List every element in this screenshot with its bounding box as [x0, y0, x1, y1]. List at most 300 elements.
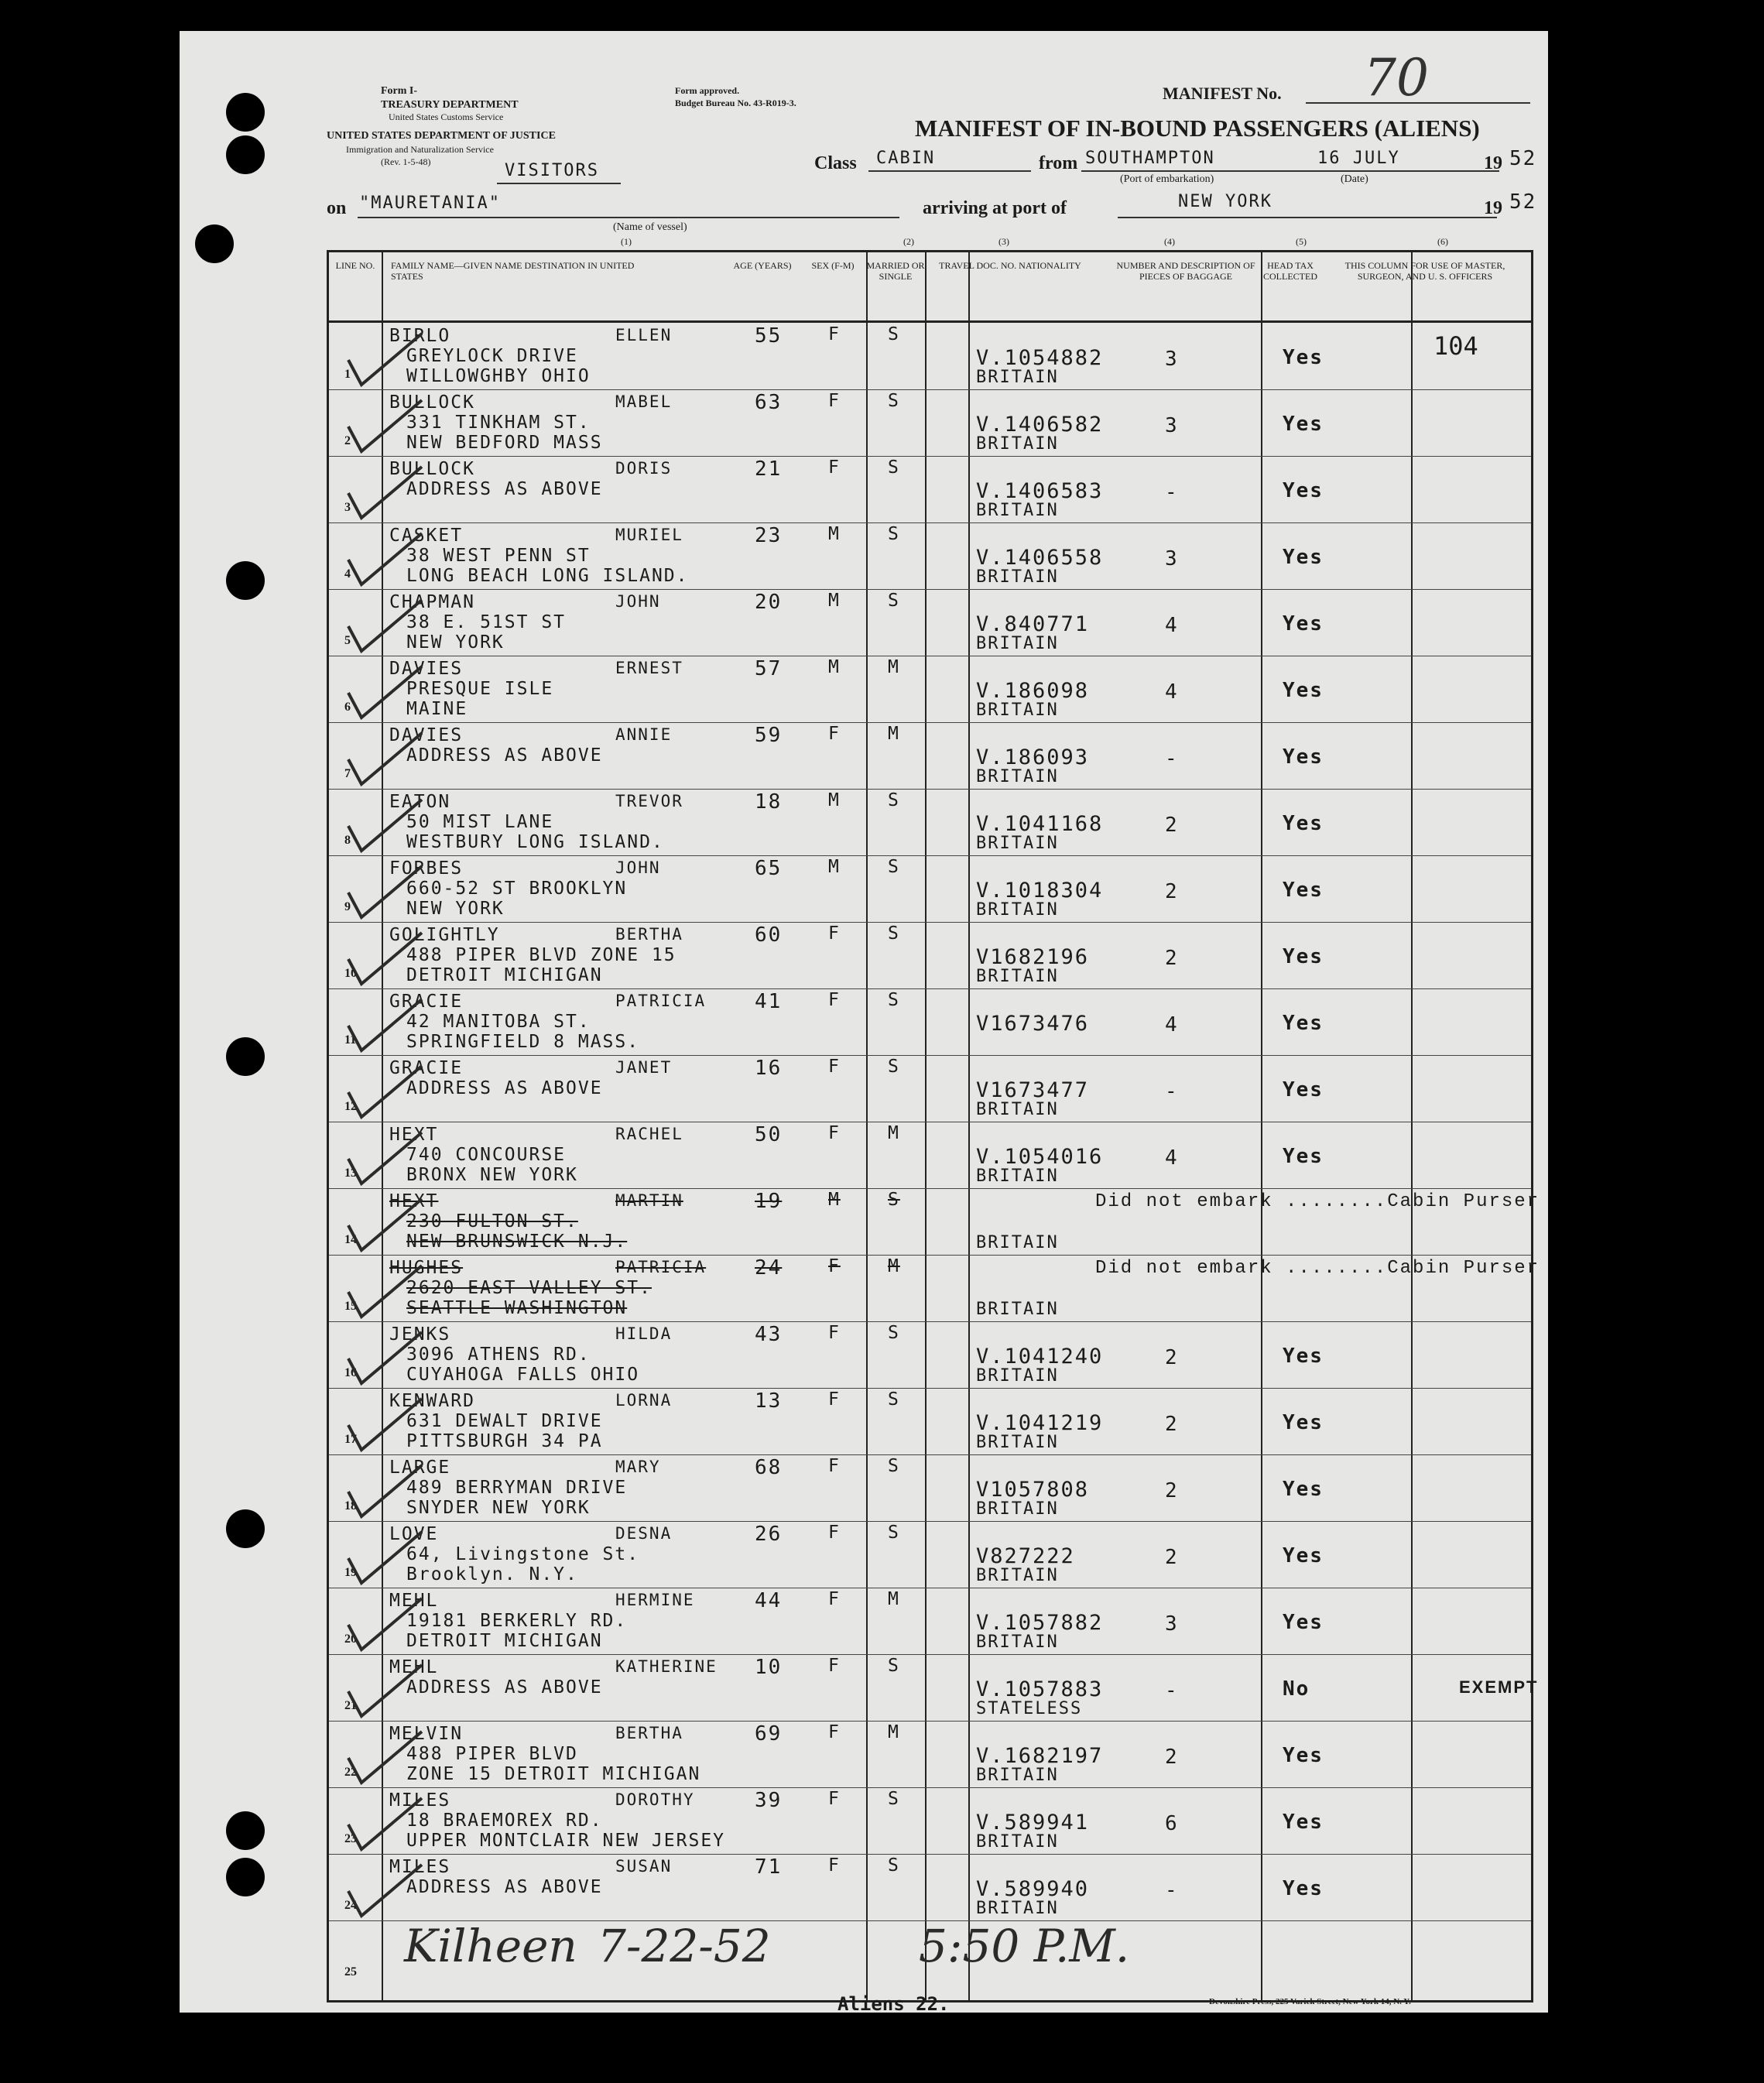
address-line-2: MAINE: [406, 699, 468, 719]
sex: F: [828, 1456, 841, 1476]
family-name: BIRLO: [389, 326, 451, 346]
baggage-count: 3: [1165, 348, 1179, 371]
head-tax: Yes: [1283, 1877, 1324, 1900]
table-row: [329, 456, 1531, 522]
travel-document-number: V.1041240: [976, 1345, 1104, 1369]
col-header-travel-doc: TRAVEL DOC. NO. NATIONALITY: [939, 260, 1081, 271]
marital-status: M: [888, 1123, 900, 1143]
age: 44: [755, 1589, 783, 1612]
marital-status: S: [888, 923, 900, 944]
check-mark-icon: [344, 1461, 430, 1523]
address-line-1: 42 MANITOBA ST.: [406, 1012, 591, 1032]
nationality: BRITAIN: [976, 1167, 1059, 1186]
sex: F: [828, 1389, 841, 1410]
nationality: BRITAIN: [976, 900, 1059, 920]
address-line-1: 631 DEWALT DRIVE: [406, 1411, 603, 1431]
line-number: 9: [344, 900, 351, 913]
check-mark-icon: [344, 995, 430, 1057]
baggage-count: 4: [1165, 1013, 1179, 1036]
sex: F: [828, 1256, 841, 1276]
travel-document-number: V.1406583: [976, 479, 1104, 503]
marital-status: M: [888, 1722, 900, 1742]
given-name: HILDA: [615, 1324, 673, 1343]
travel-document-number: V827222: [976, 1544, 1075, 1568]
nationality: BRITAIN: [976, 1100, 1059, 1119]
travel-document-number: V.1057882: [976, 1611, 1104, 1635]
nationality: BRITAIN: [976, 834, 1059, 853]
family-name: MELVIN: [389, 1724, 464, 1744]
col-number-1: (1): [621, 236, 632, 247]
travel-document-number: V1673476: [976, 1012, 1090, 1036]
address-line-2: SNYDER NEW YORK: [406, 1498, 591, 1518]
given-name: BERTHA: [615, 1724, 683, 1742]
age: 19: [755, 1190, 783, 1213]
did-not-embark-note: Did not embark ........Cabin Purser: [1095, 1258, 1540, 1279]
sex: F: [828, 923, 841, 944]
line-number: 14: [344, 1233, 357, 1246]
manifest-number: 70: [1364, 48, 1429, 108]
given-name: TREVOR: [615, 792, 683, 810]
sex: F: [828, 1656, 841, 1676]
address-line-2: LONG BEACH LONG ISLAND.: [406, 566, 689, 586]
head-tax: Yes: [1283, 1411, 1324, 1434]
address-line-1: 3096 ATHENS RD.: [406, 1345, 591, 1365]
year2-label: 19: [1484, 198, 1502, 218]
address-line-1: 64, Livingstone St.: [406, 1544, 640, 1564]
address-line-1: 488 PIPER BLVD ZONE 15: [406, 945, 676, 965]
marital-status: S: [888, 1456, 900, 1476]
baggage-count: -: [1165, 1679, 1179, 1702]
table-row: [329, 1055, 1531, 1121]
marital-status: S: [888, 524, 900, 544]
given-name: BERTHA: [615, 925, 683, 944]
col-number-5: (5): [1296, 236, 1307, 247]
given-name: ELLEN: [615, 326, 673, 344]
did-not-embark-note: Did not embark ........Cabin Purser: [1095, 1191, 1540, 1212]
family-name: FORBES: [389, 858, 464, 879]
head-tax: Yes: [1283, 1012, 1324, 1035]
family-name: BULLOCK: [389, 459, 475, 479]
travel-document-number: V.840771: [976, 612, 1090, 636]
table-row: [329, 323, 1531, 389]
from-label: from: [1039, 153, 1078, 173]
marital-status: S: [888, 1855, 900, 1876]
given-name: JOHN: [615, 592, 661, 611]
address-line-2: NEW YORK: [406, 632, 505, 653]
year-label: 19: [1484, 153, 1502, 173]
table-row: [329, 722, 1531, 788]
age: 59: [755, 724, 783, 747]
address-line-2: NEW BEDFORD MASS: [406, 433, 603, 453]
baggage-count: 3: [1165, 1612, 1179, 1636]
age: 13: [755, 1389, 783, 1413]
address-line-2: CUYAHOGA FALLS OHIO: [406, 1365, 640, 1385]
table-row: [329, 1255, 1540, 1321]
address-line-2: NEW YORK: [406, 899, 505, 919]
age: 71: [755, 1855, 783, 1879]
check-mark-icon: [344, 728, 430, 790]
baggage-count: -: [1165, 747, 1179, 770]
age: 55: [755, 324, 783, 348]
baggage-count: 3: [1165, 414, 1179, 437]
family-name: LOVE: [389, 1524, 439, 1544]
col-header-baggage: NUMBER AND DESCRIPTION OF PIECES OF BAGGAGE: [1116, 260, 1255, 282]
check-mark-icon: [344, 1061, 430, 1123]
table-row: [329, 988, 1531, 1054]
line-number: 15: [344, 1300, 357, 1313]
nationality: STATELESS: [976, 1699, 1083, 1718]
baggage-count: 2: [1165, 880, 1179, 903]
age: 16: [755, 1057, 783, 1080]
address-line-2: SEATTLE WASHINGTON: [406, 1298, 628, 1318]
marital-status: M: [888, 1256, 900, 1276]
given-name: MABEL: [615, 392, 673, 411]
check-mark-icon: [344, 1328, 430, 1389]
arrival-port: NEW YORK: [1178, 192, 1272, 211]
line-number: 11: [344, 1033, 357, 1047]
line-number: 23: [344, 1832, 357, 1845]
age: 18: [755, 790, 783, 814]
nationality: BRITAIN: [976, 368, 1059, 387]
given-name: DOROTHY: [615, 1790, 695, 1809]
head-tax: Yes: [1283, 1611, 1324, 1634]
line-number: 7: [344, 767, 351, 780]
given-name: MARY: [615, 1458, 661, 1476]
head-tax: Yes: [1283, 679, 1324, 702]
form-revision: (Rev. 1-5-48): [381, 156, 431, 167]
head-tax: Yes: [1283, 612, 1324, 636]
travel-document-number: V.589941: [976, 1811, 1090, 1835]
address-line-1: 488 PIPER BLVD: [406, 1744, 578, 1764]
nationality: BRITAIN: [976, 767, 1059, 786]
address-line-1: ADDRESS AS ABOVE: [406, 745, 603, 766]
sex: M: [828, 1190, 841, 1210]
sex: M: [828, 657, 841, 677]
address-line-2: NEW BRUNSWICK N.J.: [406, 1232, 628, 1252]
head-tax: Yes: [1283, 1744, 1324, 1767]
sex: F: [828, 1722, 841, 1742]
family-name: MEHL: [389, 1657, 439, 1677]
marital-status: S: [888, 857, 900, 877]
check-mark-icon: [344, 1594, 430, 1656]
check-mark-icon: [344, 1194, 430, 1256]
budget-bureau: Budget Bureau No. 43-R019-3.: [675, 98, 796, 108]
table-row: [329, 1854, 1531, 1920]
given-name: PATRICIA: [615, 992, 707, 1010]
given-name: PATRICIA: [615, 1258, 707, 1276]
address-line-1: 2620 EAST VALLEY ST.: [406, 1278, 652, 1298]
address-line-1: 489 BERRYMAN DRIVE: [406, 1478, 628, 1498]
address-line-2: UPPER MONTCLAIR NEW JERSEY: [406, 1831, 726, 1851]
nationality: BRITAIN: [976, 1632, 1059, 1652]
line-number: 25: [344, 1965, 357, 1979]
line-number: 4: [344, 567, 351, 581]
head-tax: Yes: [1283, 1811, 1324, 1834]
given-name: KATHERINE: [615, 1657, 718, 1676]
address-line-1: ADDRESS AS ABOVE: [406, 479, 603, 499]
baggage-count: 4: [1165, 614, 1179, 637]
address-line-1: ADDRESS AS ABOVE: [406, 1677, 603, 1698]
nationality: BRITAIN: [976, 701, 1059, 720]
age: 57: [755, 657, 783, 680]
baggage-count: 4: [1165, 680, 1179, 704]
travel-document-number: V1057808: [976, 1478, 1090, 1502]
family-name: MILES: [389, 1790, 451, 1811]
line-number: 13: [344, 1167, 357, 1180]
form-number: Form I-: [381, 85, 418, 97]
age: 21: [755, 457, 783, 481]
col-header-name: FAMILY NAME—GIVEN NAME DESTINATION IN UNITED STATES: [391, 260, 635, 282]
travel-document-number: V.1406558: [976, 546, 1104, 570]
given-name: DORIS: [615, 459, 673, 478]
family-name: HEXT: [389, 1125, 439, 1145]
family-name: EATON: [389, 792, 451, 812]
baggage-count: 2: [1165, 1346, 1179, 1369]
nationality: BRITAIN: [976, 1233, 1059, 1252]
age: 69: [755, 1722, 783, 1746]
address-line-1: 50 MIST LANE: [406, 812, 554, 832]
check-mark-icon: [344, 462, 430, 524]
visitors-label: VISITORS: [505, 161, 599, 180]
baggage-count: 2: [1165, 1479, 1179, 1502]
age: 39: [755, 1789, 783, 1812]
sex: F: [828, 1323, 841, 1343]
customs-service: United States Customs Service: [389, 111, 504, 122]
given-name: JOHN: [615, 858, 661, 877]
binder-hole: [226, 1037, 265, 1076]
sex: M: [828, 591, 841, 611]
head-tax: Yes: [1283, 812, 1324, 835]
age: 50: [755, 1123, 783, 1146]
baggage-count: 4: [1165, 1146, 1179, 1170]
sex: F: [828, 1855, 841, 1876]
nationality: BRITAIN: [976, 1899, 1059, 1918]
address-line-2: SPRINGFIELD 8 MASS.: [406, 1032, 640, 1052]
head-tax: Yes: [1283, 879, 1324, 902]
given-name: MARTIN: [615, 1191, 683, 1210]
marital-status: S: [888, 457, 900, 478]
line-number: 10: [344, 967, 357, 980]
family-name: JENKS: [389, 1324, 451, 1345]
sex: M: [828, 524, 841, 544]
marital-status: S: [888, 391, 900, 411]
marital-status: S: [888, 1656, 900, 1676]
family-name: DAVIES: [389, 725, 464, 745]
nationality: BRITAIN: [976, 634, 1059, 653]
handwritten-time: 5:50 P.M.: [919, 1920, 1130, 1972]
folio-number: 104: [1433, 331, 1478, 361]
sex: F: [828, 324, 841, 344]
table-row: [329, 1122, 1531, 1187]
marital-status: M: [888, 1589, 900, 1609]
exempt-stamp: EXEMPT: [1459, 1677, 1539, 1697]
address-line-1: 331 TINKHAM ST.: [406, 413, 591, 433]
nationality: BRITAIN: [976, 1499, 1059, 1519]
col-header-head-tax: HEAD TAX COLLECTED: [1263, 260, 1317, 282]
baggage-count: 2: [1165, 814, 1179, 837]
family-name: GRACIE: [389, 992, 464, 1012]
age: 43: [755, 1323, 783, 1346]
head-tax: Yes: [1283, 479, 1324, 502]
baggage-count: 6: [1165, 1812, 1179, 1835]
binder-hole: [226, 1811, 265, 1850]
address-line-2: DETROIT MICHIGAN: [406, 1631, 603, 1651]
marital-status: S: [888, 790, 900, 810]
binder-hole: [226, 93, 265, 132]
travel-document-number: V.1054016: [976, 1145, 1104, 1169]
head-tax: Yes: [1283, 1078, 1324, 1101]
department-of-justice: UNITED STATES DEPARTMENT OF JUSTICE: [327, 130, 556, 142]
table-row: [329, 922, 1531, 988]
class-value: CABIN: [876, 149, 936, 168]
check-mark-icon: [344, 329, 430, 391]
sex: F: [828, 1589, 841, 1609]
table-row: [329, 1188, 1540, 1254]
nationality: BRITAIN: [976, 1566, 1059, 1585]
given-name: SUSAN: [615, 1857, 673, 1876]
family-name: KENWARD: [389, 1391, 475, 1411]
travel-document-number: V.1041219: [976, 1411, 1104, 1435]
sex: F: [828, 1123, 841, 1143]
family-name: GOLIGHTLY: [389, 925, 500, 945]
check-mark-icon: [344, 396, 430, 457]
col-number-6: (6): [1437, 236, 1448, 247]
class-label: Class: [814, 153, 857, 173]
address-line-2: Brooklyn. N.Y.: [406, 1564, 578, 1585]
date-caption: (Date): [1341, 173, 1368, 185]
check-mark-icon: [344, 1860, 430, 1922]
travel-document-number: V.589940: [976, 1877, 1090, 1901]
form-approved: Form approved.: [675, 85, 740, 96]
table-row: [329, 656, 1531, 721]
age: 60: [755, 923, 783, 947]
binder-hole: [226, 135, 265, 174]
marital-status: S: [888, 1523, 900, 1543]
manifest-title: MANIFEST OF IN-BOUND PASSENGERS (ALIENS): [915, 115, 1480, 142]
line-number: 2: [344, 434, 351, 447]
given-name: JANET: [615, 1058, 673, 1077]
check-mark-icon: [344, 1394, 430, 1456]
table-row: [329, 589, 1531, 655]
address-line-1: 19181 BERKERLY RD.: [406, 1611, 628, 1631]
table-row: [329, 1787, 1531, 1853]
col-header-age: AGE (YEARS): [733, 260, 792, 271]
head-tax: Yes: [1283, 1345, 1324, 1368]
marital-status: M: [888, 724, 900, 744]
check-mark-icon: [344, 595, 430, 657]
table-row: [329, 789, 1531, 855]
sex: F: [828, 457, 841, 478]
col-header-married: MARRIED OR SINGLE: [866, 260, 925, 282]
address-line-2: ZONE 15 DETROIT MICHIGAN: [406, 1764, 701, 1784]
binder-hole: [226, 1858, 265, 1896]
address-line-1: 660-52 ST BROOKLYN: [406, 879, 628, 899]
table-row: [329, 1521, 1531, 1587]
address-line-1: ADDRESS AS ABOVE: [406, 1078, 603, 1098]
marital-status: M: [888, 657, 900, 677]
given-name: LORNA: [615, 1391, 673, 1410]
family-name: HEXT: [389, 1191, 439, 1211]
head-tax: Yes: [1283, 945, 1324, 968]
baggage-count: 2: [1165, 1546, 1179, 1569]
arriving-label: arriving at port of: [923, 198, 1067, 218]
head-tax: Yes: [1283, 546, 1324, 569]
line-number: 8: [344, 834, 351, 847]
baggage-count: 2: [1165, 1746, 1179, 1769]
handwritten-date: 7-22-52: [598, 1920, 771, 1972]
col-header-sex: SEX (F-M): [811, 260, 855, 271]
age: 63: [755, 391, 783, 414]
travel-document-number: V.1041168: [976, 812, 1104, 836]
address-line-2: BRONX NEW YORK: [406, 1165, 578, 1185]
line-number: 16: [344, 1366, 357, 1379]
baggage-count: 2: [1165, 947, 1179, 970]
baggage-count: -: [1165, 1080, 1179, 1103]
age: 65: [755, 857, 783, 880]
line-number: 20: [344, 1632, 357, 1646]
marital-status: S: [888, 1190, 900, 1210]
given-name: MURIEL: [615, 526, 683, 544]
table-row: [329, 1588, 1531, 1653]
address-line-1: ADDRESS AS ABOVE: [406, 1877, 603, 1897]
address-line-1: GREYLOCK DRIVE: [406, 346, 578, 366]
marital-status: S: [888, 1789, 900, 1809]
check-mark-icon: [344, 1794, 430, 1855]
handwritten-signature: Kilheen: [404, 1920, 577, 1972]
address-line-1: 740 CONCOURSE: [406, 1145, 567, 1165]
travel-document-number: V.1018304: [976, 879, 1104, 903]
table-row: [329, 855, 1531, 921]
address-line-1: 38 E. 51ST ST: [406, 612, 567, 632]
line-number: 5: [344, 634, 351, 647]
baggage-count: 3: [1165, 547, 1179, 570]
head-tax: Yes: [1283, 1145, 1324, 1168]
check-mark-icon: [344, 928, 430, 990]
nationality: BRITAIN: [976, 567, 1059, 587]
address-line-1: 230 FULTON ST.: [406, 1211, 578, 1232]
family-name: GRACIE: [389, 1058, 464, 1078]
check-mark-icon: [344, 529, 430, 591]
check-mark-icon: [344, 1727, 430, 1789]
passenger-table: [327, 250, 1540, 2002]
address-line-1: 18 BRAEMOREX RD.: [406, 1811, 603, 1831]
travel-document-number: V.1057883: [976, 1677, 1104, 1701]
family-name: CASKET: [389, 526, 464, 546]
table-row: [329, 1654, 1539, 1720]
binder-hole: [226, 1509, 265, 1548]
manifest-page: [180, 31, 1548, 2013]
marital-status: S: [888, 1057, 900, 1077]
check-mark-icon: [344, 1128, 430, 1190]
age: 41: [755, 990, 783, 1013]
col-number-4: (4): [1164, 236, 1175, 247]
address-line-1: 38 WEST PENN ST: [406, 546, 591, 566]
col-header-officers: THIS COLUMN FOR USE OF MASTER, SURGEON, AND U. S. OFFICERS: [1344, 260, 1505, 282]
given-name: DESNA: [615, 1524, 673, 1543]
given-name: HERMINE: [615, 1591, 695, 1609]
nationality: BRITAIN: [976, 967, 1059, 986]
family-name: DAVIES: [389, 659, 464, 679]
travel-document-number: V.1406582: [976, 413, 1104, 437]
vessel-caption: (Name of vessel): [613, 221, 687, 233]
baggage-count: 2: [1165, 1413, 1179, 1436]
travel-document-number: V1673477: [976, 1078, 1090, 1102]
address-line-2: WILLOWGHBY OHIO: [406, 366, 591, 386]
sex: M: [828, 857, 841, 877]
address-line-2: WESTBURY LONG ISLAND.: [406, 832, 664, 852]
travel-document-number: V.1054882: [976, 346, 1104, 370]
given-name: RACHEL: [615, 1125, 683, 1143]
